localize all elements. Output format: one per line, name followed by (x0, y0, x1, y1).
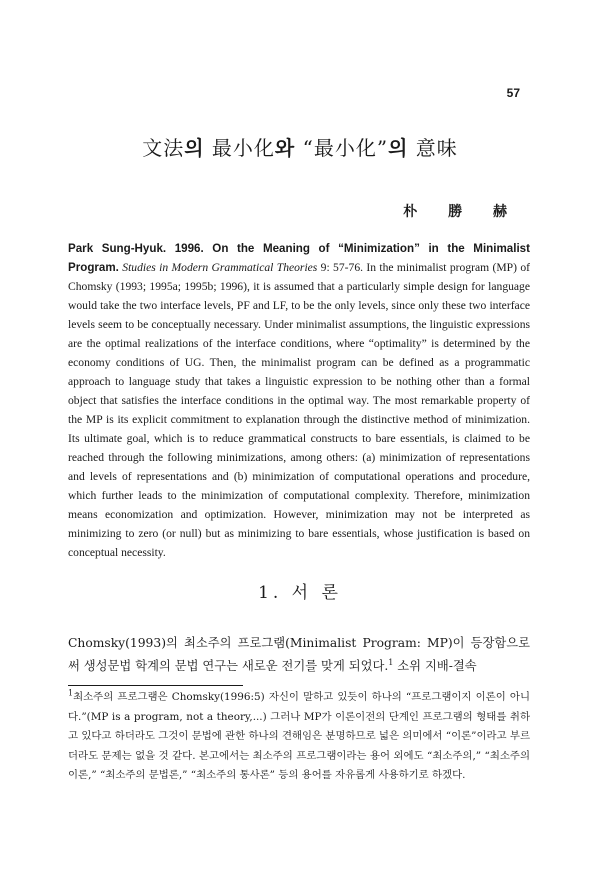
journal-name: Studies in Modern Grammatical Theories (122, 261, 318, 274)
article-title (0, 132, 600, 161)
footnote-marker: 1 (68, 688, 74, 698)
author-name: 朴 勝 赫 (403, 204, 520, 220)
title-part-1: 文法 (142, 136, 185, 160)
title-part-2: 의 (184, 136, 205, 160)
body-text: Chomsky(1993)의 최소주의 프로그램(Minimalist Program: MP)이 등장함으로써 생성문법 학계의 문법 연구는 새로운 전기를 맞게 되었다. (68, 636, 530, 673)
footnote-text: 최소주의 프로그램은 Chomsky(1996:5) 자신이 말하고 있듯이 하나의 “프로그램이지 이론이 아니다.”(MP is a program, not a theory,...) 그러나 MP가 이론이전의 단계인 프로그램의 형태를 취하고 있다고 하더라도 그것이 문법에 관한 하나의 견해임은 분명하므로 넓은 의미에서 “이론”이라고 부르더라도 문제는 없을 것 같다. 본고에서는 최소주의 프로그램이라는 용어 외에도 “최소주의,” “최소주의 이론,” “최소주의 문법론,” “최소주의 통사론” 등의 용어를 자유롭게 사용하기로 하겠다. (68, 691, 530, 782)
footnote-reference: 1 (388, 657, 394, 667)
abstract-heading: Park Sung-Hyuk. 1996. On the Meaning of “Minimization” in the Minimalist Program. (68, 242, 530, 274)
title-part-4: 와 (274, 136, 296, 160)
title-part-5: “最小化” (295, 136, 389, 160)
body-text-tail: 소위 지배-결속 (393, 659, 477, 673)
footnote-rule (68, 685, 243, 686)
title-part-7: 意味 (408, 136, 458, 160)
abstract-citation: 9: 57-76. (317, 261, 364, 274)
title-part-6: 의 (388, 136, 409, 160)
page-number: 57 (506, 86, 520, 100)
body-paragraph (68, 632, 530, 678)
abstract (68, 239, 530, 562)
title-part-3: 最小化 (204, 136, 275, 160)
section-heading: 1. 서 론 (258, 583, 342, 603)
abstract-body: In the minimalist program (MP) of Chomsky (1993; 1995a; 1995b; 1996), it is assumed that a particularly simple design for language would take the two interface levels, PF and LF, to be the only levels, since only these two interface levels seem to be conceptually necessary. Under minimalist assumptions, the linguistic expressions are the optimal realizations of the interface conditions, where “optimality” is determined by the economy conditions of UG. Then, the minimalist program can be defined as a programmatic approach to language study that takes a linguistic expression to be nothing other than a formal object that satisfies the interface conditions in the optimal way. The most remarkable property of the MP is its explicit commitment to explanation through the distinctive method of minimization. Its ultimate goal, which is to reduce grammatical constructs to bare essentials, is claimed to be reached through the following minimizations, among others: (a) minimization of representations and levels of representations and (b) minimization of computational operations and procedure, which further leads to the minimization of computational complexity. Therefore, minimization means economization and optimization. However, minimization may not be interpreted as minimizing to zero (or null) but as minimizing to bare essentials, whose justification is based on conceptual necessity. (68, 261, 530, 559)
footnote (68, 688, 530, 786)
